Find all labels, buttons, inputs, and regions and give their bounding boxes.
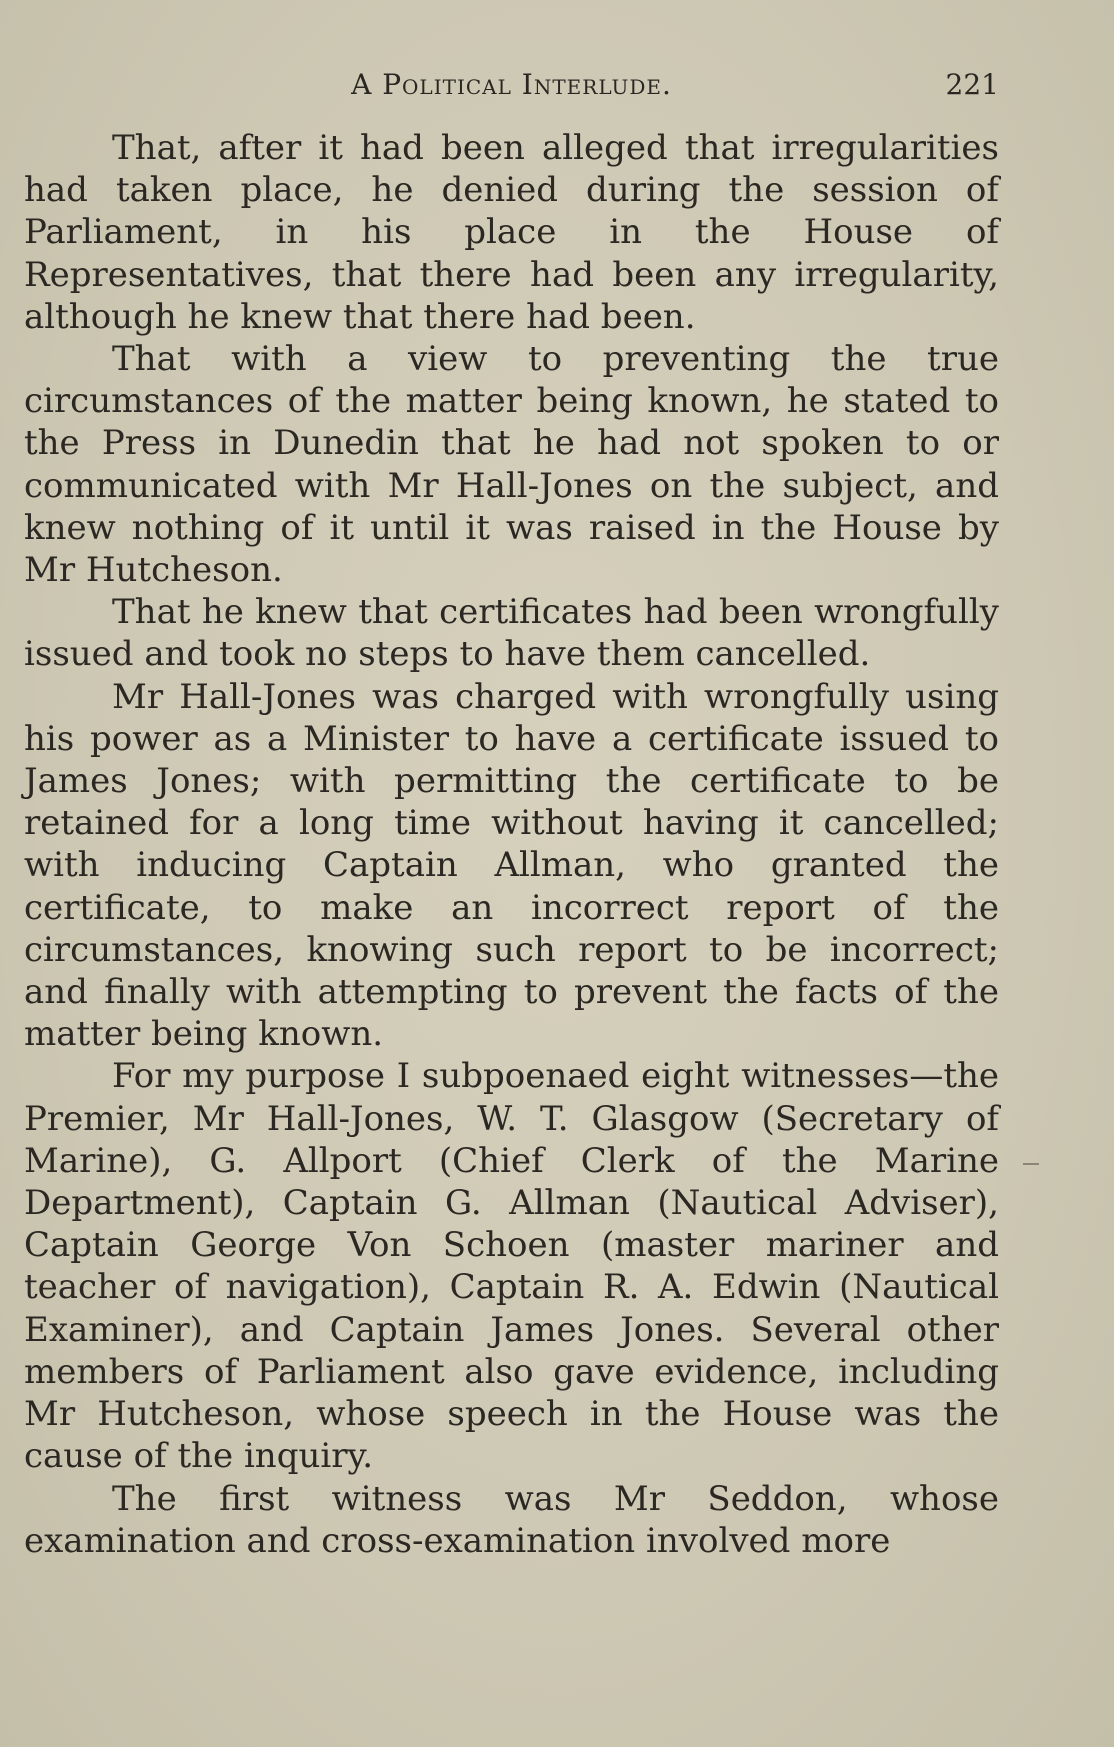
body-text	[24, 127, 999, 1562]
page-number: 221	[945, 68, 999, 101]
paragraph: The first witness was Mr Seddon, whose examination and cross-examination involved more	[24, 1478, 999, 1561]
margin-mark	[1023, 1163, 1039, 1165]
page-header	[24, 68, 999, 108]
paragraph: Mr Hall-Jones was charged with wrongfully using his power as a Minister to have a certificate issued to James Jones; with permitting the certificate to be retained for a long time without having it cancelled; with inducing Captain Allman, who granted the certificate, to make an incorrect report of the circumstances, knowing such report to be incorrect; and finally with attempting to prevent the facts of the matter being known.	[24, 676, 999, 1055]
paragraph: That with a view to preventing the true circumstances of the matter being known, he stated to the Press in Dunedin that he had not spoken to or communicated with Mr Hall-Jones on the subject, and knew nothing of it until it was raised in the House by Mr Hutcheson.	[24, 339, 999, 591]
paragraph: For my purpose I subpoenaed eight witnesses—the Premier, Mr Hall-Jones, W. T. Glasgow (Secretary of Marine), G. Allport (Chief Clerk of the Marine Department), Captain G. Allman (Nautical Adviser), Captain George Von Schoen (master mariner and teacher of navigation), Captain R. A. Edwin (Nautical Examiner), and Captain James Jones. Several other members of Parliament also gave evidence, including Mr Hutcheson, whose speech in the House was the cause of the inquiry.	[24, 1056, 999, 1477]
running-title: A Political Interlude.	[351, 68, 672, 101]
paragraph: That he knew that certificates had been wrongfully issued and took no steps to have them cancelled.	[24, 592, 999, 675]
paragraph: That, after it had been alleged that irregularities had taken place, he denied during the session of Parliament, in his place in the House of Representatives, that there had been any irregularity, although he knew that there had been.	[24, 128, 999, 337]
